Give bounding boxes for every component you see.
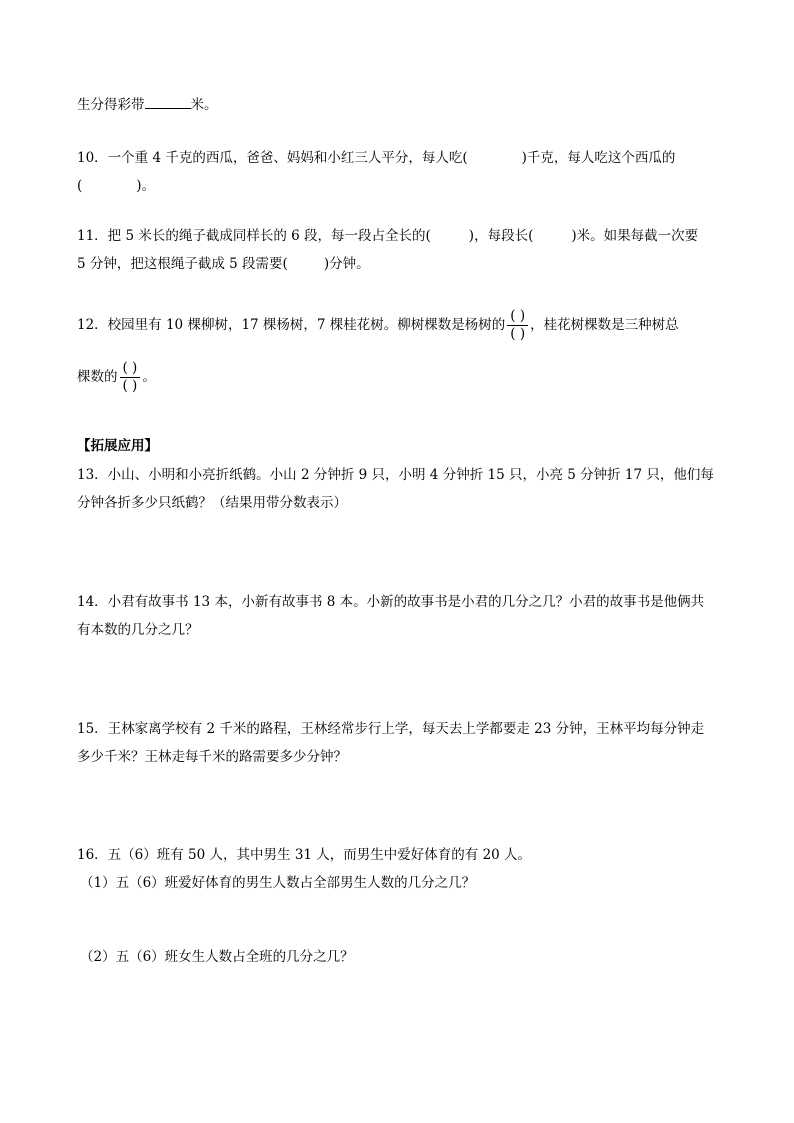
q12-text-d: 。 [142, 369, 156, 385]
q10-text-b: )千克，每人吃这个西瓜的 [521, 150, 676, 166]
q16-sub1: （1）五（6）班爱好体育的男生人数占全部男生人数的几分之几？ [80, 875, 476, 891]
q11-line-2 [77, 254, 370, 274]
q9-tail-text: 生分得彩带 [77, 97, 145, 113]
q10-line-1 [77, 148, 675, 168]
q11-text-d: 5 分钟，把这根绳子截成 5 段需要( [77, 256, 288, 272]
q12-frac1-numerator: ( ) [507, 308, 528, 326]
q10-line-2 [77, 176, 155, 196]
q12-frac2-denominator: ( ) [122, 378, 138, 394]
q10-text-a: 10．一个重 4 千克的西瓜，爸爸、妈妈和小红三人平分，每人吃( [77, 150, 468, 166]
q11-text-b: )，每段长( [468, 228, 534, 244]
q12-line-2 [77, 358, 156, 396]
q11-text-e: )分钟。 [323, 256, 370, 272]
q13-line-2: 分钟各折多少只纸鹤？（结果用带分数表示） [77, 495, 347, 511]
q11-line-1 [77, 226, 698, 246]
q16-sub2: （2）五（6）班女生人数占全班的几分之几？ [80, 949, 354, 965]
q11-text-c: )米。如果每截一次要 [571, 228, 699, 244]
q14-line-2: 有本数的几分之几？ [77, 622, 199, 638]
q12-text-a: 12．校园里有 10 棵柳树，17 棵杨树，7 棵桂花树。柳树棵数是杨树的 [77, 317, 506, 333]
q12-frac2-numerator: ( ) [120, 360, 141, 378]
q10-text-c: ( [77, 178, 83, 194]
q12-frac1-denominator: ( ) [510, 326, 526, 342]
q9-answer-blank[interactable] [145, 94, 191, 109]
q16-line-1: 16．五（6）班有 50 人，其中男生 31 人，而男生中爱好体育的有 20 人。 [77, 847, 532, 863]
q9-tail-unit: 米。 [190, 97, 218, 113]
q13-line-1: 13．小山、小明和小亮折纸鹤。小山 2 分钟折 9 只，小明 4 分钟折 15 只，小亮 5 分钟折 17 只，他们每 [77, 467, 714, 483]
q12-line-1 [77, 306, 679, 344]
q15-line-1: 15．王林家离学校有 2 千米的路程，王林经常步行上学，每天去上学都要走 23 分钟，王林平均每分钟走 [77, 721, 705, 737]
q12-fraction-blank-1[interactable] [507, 308, 528, 343]
q14-line-1: 14．小君有故事书 13 本，小新有故事书 8 本。小新的故事书是小君的几分之几？小君的故事书是他俩共 [77, 594, 705, 610]
q10-text-d: )。 [136, 178, 156, 194]
q11-text-a: 11．把 5 米长的绳子截成同样长的 6 段，每一段占全长的( [77, 228, 431, 244]
q12-text-b: ，桂花树棵数是三种树总 [530, 317, 679, 333]
q12-text-c: 棵数的 [77, 369, 118, 385]
q15-line-2: 多少千米？王林走每千米的路需要多少分钟？ [77, 749, 347, 765]
section-heading: 【拓展应用】 [77, 438, 158, 454]
q12-fraction-blank-2[interactable] [120, 360, 141, 395]
q9-tail-line [77, 94, 218, 115]
